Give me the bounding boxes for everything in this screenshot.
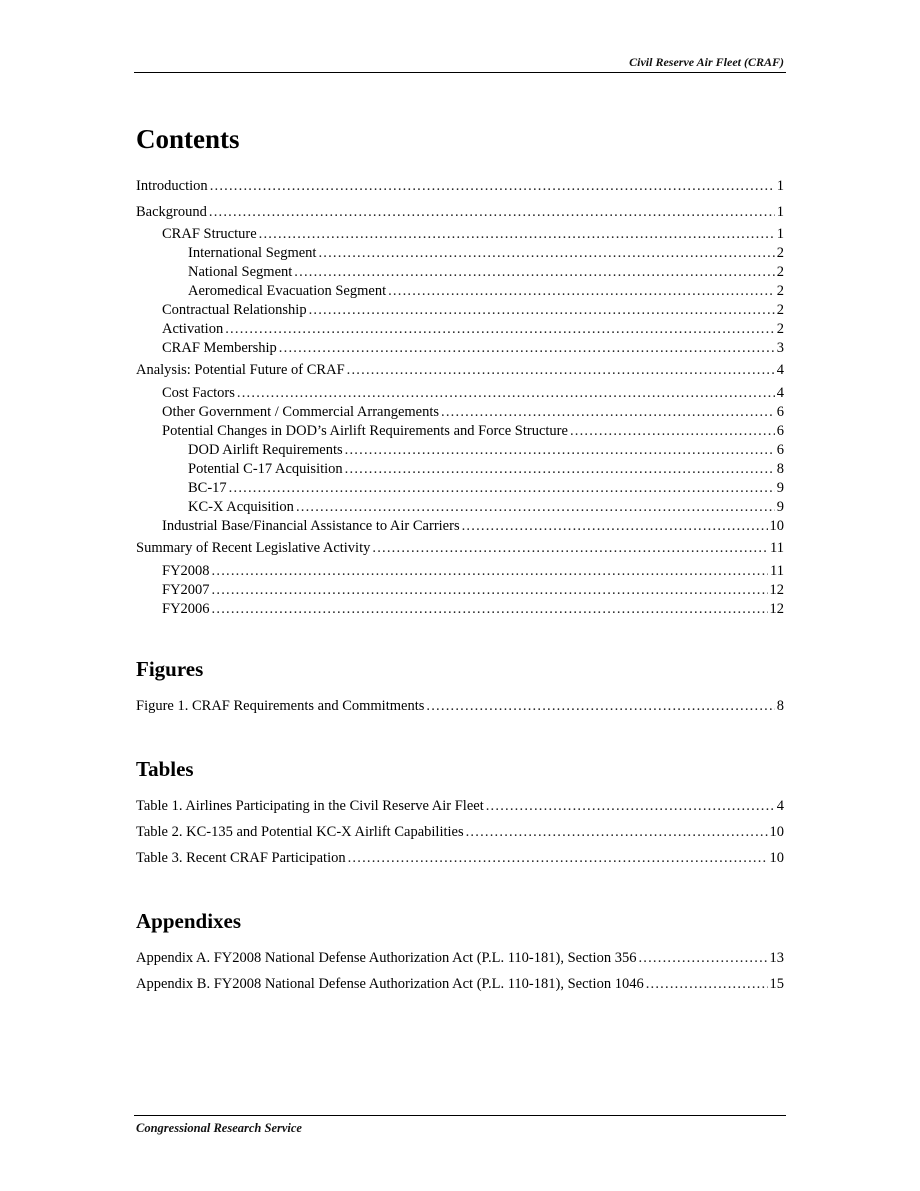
toc-entry-craf-membership[interactable]: CRAF Membership ..... 3 bbox=[162, 339, 784, 357]
header-rule bbox=[134, 72, 786, 73]
toc-entry-activation[interactable]: Activation ..... 2 bbox=[162, 320, 784, 338]
toc-entry-dod-airlift-requirements[interactable]: DOD Airlift Requirements ..... 6 bbox=[188, 441, 784, 459]
toc-entry-introduction[interactable]: Introduction ..... 1 bbox=[136, 177, 784, 195]
toc-entry-kcx-acquisition[interactable]: KC-X Acquisition ..... 9 bbox=[188, 498, 784, 516]
toc-entry-national-segment[interactable]: National Segment ..... 2 bbox=[188, 263, 784, 281]
toc-entry-potential-changes[interactable]: Potential Changes in DOD’s Airlift Requirements and Force Structure ..... 6 bbox=[162, 422, 784, 440]
toc-entry-background[interactable]: Background ..... 1 bbox=[136, 203, 784, 221]
toc-entry-table-2[interactable]: Table 2. KC-135 and Potential KC-X Airlift Capabilities ..... 10 bbox=[136, 823, 784, 841]
toc-entry-international-segment[interactable]: International Segment ..... 2 bbox=[188, 244, 784, 262]
figures-heading: Figures bbox=[136, 657, 204, 681]
running-header: Civil Reserve Air Fleet (CRAF) bbox=[629, 55, 784, 69]
toc-entry-fy2007[interactable]: FY2007 ..... 12 bbox=[162, 581, 784, 599]
running-footer: Congressional Research Service bbox=[136, 1121, 302, 1135]
footer-rule bbox=[134, 1115, 786, 1116]
toc-entry-fy2006[interactable]: FY2006 ..... 12 bbox=[162, 600, 784, 618]
toc-entry-appendix-b[interactable]: Appendix B. FY2008 National Defense Authorization Act (P.L. 110-181), Section 1046 ..... 15 bbox=[136, 975, 784, 993]
appendixes-heading: Appendixes bbox=[136, 909, 242, 933]
toc-entry-potential-c17-acquisition[interactable]: Potential C-17 Acquisition ..... 8 bbox=[188, 460, 784, 478]
toc-entry-contractual-relationship[interactable]: Contractual Relationship ..... 2 bbox=[162, 301, 784, 319]
toc-entry-cost-factors[interactable]: Cost Factors ..... 4 bbox=[162, 384, 784, 402]
toc-entry-appendix-a[interactable]: Appendix A. FY2008 National Defense Authorization Act (P.L. 110-181), Section 356 ..... 13 bbox=[136, 949, 784, 967]
tables-heading: Tables bbox=[136, 757, 194, 781]
toc-entry-table-1[interactable]: Table 1. Airlines Participating in the Civil Reserve Air Fleet ..... 4 bbox=[136, 797, 784, 815]
toc-entry-other-government-arrangements[interactable]: Other Government / Commercial Arrangements ..... 6 bbox=[162, 403, 784, 421]
toc-entry-analysis[interactable]: Analysis: Potential Future of CRAF ..... 4 bbox=[136, 361, 784, 379]
toc-entry-craf-structure[interactable]: CRAF Structure ..... 1 bbox=[162, 225, 784, 243]
contents-heading: Contents bbox=[136, 124, 240, 154]
toc-entry-table-3[interactable]: Table 3. Recent CRAF Participation ..... 10 bbox=[136, 849, 784, 867]
toc-entry-legislative-summary[interactable]: Summary of Recent Legislative Activity ..... 11 bbox=[136, 539, 784, 557]
toc-entry-fy2008[interactable]: FY2008 ..... 11 bbox=[162, 562, 784, 580]
toc-entry-figure-1[interactable]: Figure 1. CRAF Requirements and Commitments ..... 8 bbox=[136, 697, 784, 715]
toc-entry-aeromedical-evacuation-segment[interactable]: Aeromedical Evacuation Segment ..... 2 bbox=[188, 282, 784, 300]
toc-entry-industrial-base[interactable]: Industrial Base/Financial Assistance to Air Carriers ..... 10 bbox=[162, 517, 784, 535]
toc-entry-bc17[interactable]: BC-17 ..... 9 bbox=[188, 479, 784, 497]
